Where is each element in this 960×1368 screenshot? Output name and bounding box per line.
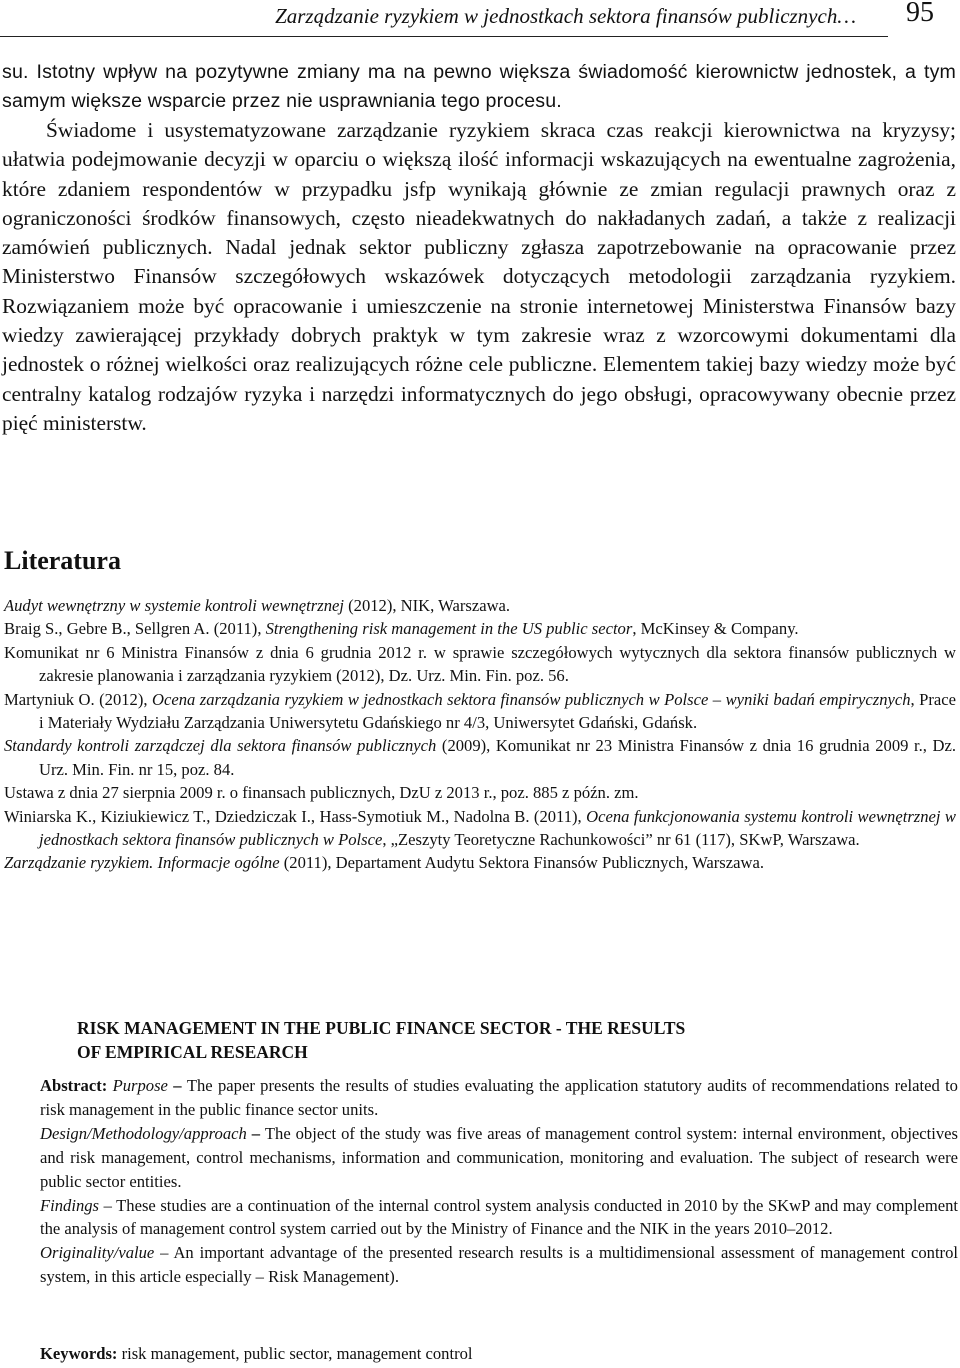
originality-text: An important advantage of the presented research results is a multidimensional assessment of management control system, in this article especially – Risk Management). [40, 1243, 958, 1287]
reference-text: Komunikat nr 6 Ministra Finansów z dnia 6 grudnia 2012 r. w sprawie szczegółowych wytycznych dla sektora finansów publicznych w zakresie planowania i zarządzania ryzykiem (2012), Dz. Urz. Min. Fin. poz. 56. [4, 642, 956, 686]
design-label: Design/Methodology/approach [40, 1123, 247, 1143]
reference-item [4, 594, 956, 617]
english-title-line-2: OF EMPIRICAL RESEARCH [77, 1042, 308, 1062]
dash: – [167, 1076, 187, 1095]
reference-authors: Braig S., Gebre B., Sellgren A. (2011), [4, 619, 266, 639]
abstract [40, 1074, 958, 1289]
running-header [0, 2, 888, 37]
page-number: 95 [906, 0, 934, 28]
reference-title: Standardy kontroli zarządczej dla sektora finansów publicznych [4, 736, 437, 756]
reference-item [4, 781, 956, 804]
body-text [2, 58, 956, 438]
design-text: The object of the study was five areas of management control system: internal environment, objectives and risk management, control mechanisms, information and communication, monitoring and evaluation. The subject of research were public sector entities. [40, 1123, 959, 1191]
reference-details: (2012), NIK, Warszawa. [343, 596, 511, 615]
reference-item [4, 851, 956, 874]
reference-authors: Martyniuk O. (2012), [4, 689, 152, 709]
purpose-text: The paper presents the results of studies evaluating the application statutory audits of recommendations related to risk management in the public finance sector units. [40, 1076, 958, 1119]
abstract-purpose [40, 1074, 958, 1122]
reference-details: (2011), Departament Audytu Sektora Finansów Publicznych, Warszawa. [279, 853, 764, 873]
reference-list [4, 594, 956, 875]
reference-details: , „Zeszyty Teoretyczne Rachunkowości” nr 61 (117), SKwP, Warszawa. [382, 830, 860, 850]
keywords [40, 1342, 958, 1366]
english-title-line-1: RISK MANAGEMENT IN THE PUBLIC FINANCE SECTOR - THE RESULTS [77, 1018, 686, 1038]
reference-item [4, 641, 956, 688]
reference-details: , Prace i Materiały Wydziału Zarządzania Uniwersytetu Gdańskiego nr 4/3, Uniwersytet Gdański, Gdańsk. [39, 689, 956, 733]
english-title [77, 1016, 685, 1064]
reference-title: Strengthening risk management in the US public sector [265, 619, 633, 639]
purpose-label: Purpose [112, 1076, 168, 1095]
findings-text: These studies are a continuation of the internal control system analysis conducted in 2010 by the SKwP and may complement the analysis of management control system carried out by the Ministry of Finance and the NIK in the years 2010–2012. [40, 1195, 959, 1239]
reference-details: (2009), Komunikat nr 23 Ministra Finansów z dnia 16 grudnia 2009 r., Dz. Urz. Min. Fin. nr 15, poz. 84. [39, 736, 956, 779]
dash: – [154, 1243, 174, 1263]
dash: – [246, 1123, 265, 1143]
reference-title: Ocena zarządzania ryzykiem w jednostkach sektora finansów publicznych w Polsce – wyniki badań empirycznych [151, 689, 911, 709]
reference-title: Ocena funkcjonowania systemu kontroli wewnętrznej w jednostkach sektora finansów publicznych w Polsce [39, 806, 956, 850]
findings-label: Findings [40, 1195, 100, 1215]
abstract-findings [40, 1194, 958, 1242]
reference-item [4, 734, 956, 781]
keywords-label: Keywords: [40, 1344, 118, 1363]
reference-authors: Winiarska K., Kiziukiewicz T., Dziedziczak I., Hass-Symotiuk M., Nadolna B. (2011), [4, 806, 587, 826]
reference-item [4, 688, 956, 735]
originality-label: Originality/value [40, 1243, 155, 1263]
keywords-text: risk management, public sector, management control [117, 1344, 473, 1363]
reference-details: , McKinsey & Company. [632, 619, 799, 639]
abstract-label: Abstract: [40, 1076, 108, 1095]
literature-heading: Literatura [4, 546, 121, 575]
reference-title: Audyt wewnętrzny w systemie kontroli wewnętrznej [4, 596, 344, 615]
abstract-design [40, 1122, 958, 1194]
reference-text: Ustawa z dnia 27 sierpnia 2009 r. o finansach publicznych, DzU z 2013 r., poz. 885 z późn. zm. [4, 783, 639, 803]
abstract-originality [40, 1241, 958, 1289]
paragraph-2: Świadome i usystematyzowane zarządzanie ryzykiem skraca czas reakcji kierownictwa na kryzysy; ułatwia podejmowanie decyzji w oparciu o większą ilość informacji wskazujących na ewentualne zagrożenia, które zdaniem respondentów w przypadku jsfp wynikają głównie ze zmian regulacji prawnych oraz z ograniczoności środków finansowych, często nieadekwatnych do nakładanych zadań, a także z realizacji zamówień publicznych. Nadal jednak sektor publiczny zgłasza zapotrzebowanie na opracowanie przez Ministerstwo Finansów szczegółowych wskazówek dotyczących metodologii zarządzania ryzykiem. Rozwiązaniem może być opracowanie i umieszczenie na stronie internetowej Ministerstwa Finansów bazy wiedzy zawierającej przykłady dobrych praktyk w tym zakresie wraz z wzorcowymi dokumentami dla jednostek o różnej wielkości oraz realizujących różne cele publiczne. Elementem takiej bazy wiedzy może być centralny katalog rodzajów ryzyka i narzędzi informatycznych do jego obsługi, opracowywany obecnie przez pięć ministerstw. [2, 118, 956, 435]
paragraph-1: su. Istotny wpływ na pozytywne zmiany ma na pewno większa świadomość kierownictw jednostek, a tym samym większe wsparcie przez nie usprawniania tego procesu. [2, 61, 956, 112]
dash: – [99, 1195, 117, 1215]
running-title: Zarządzanie ryzykiem w jednostkach sektora finansów publicznych… [275, 4, 856, 28]
reference-item [4, 805, 956, 852]
reference-item [4, 617, 956, 640]
reference-title: Zarządzanie ryzykiem. Informacje ogólne [4, 853, 280, 873]
